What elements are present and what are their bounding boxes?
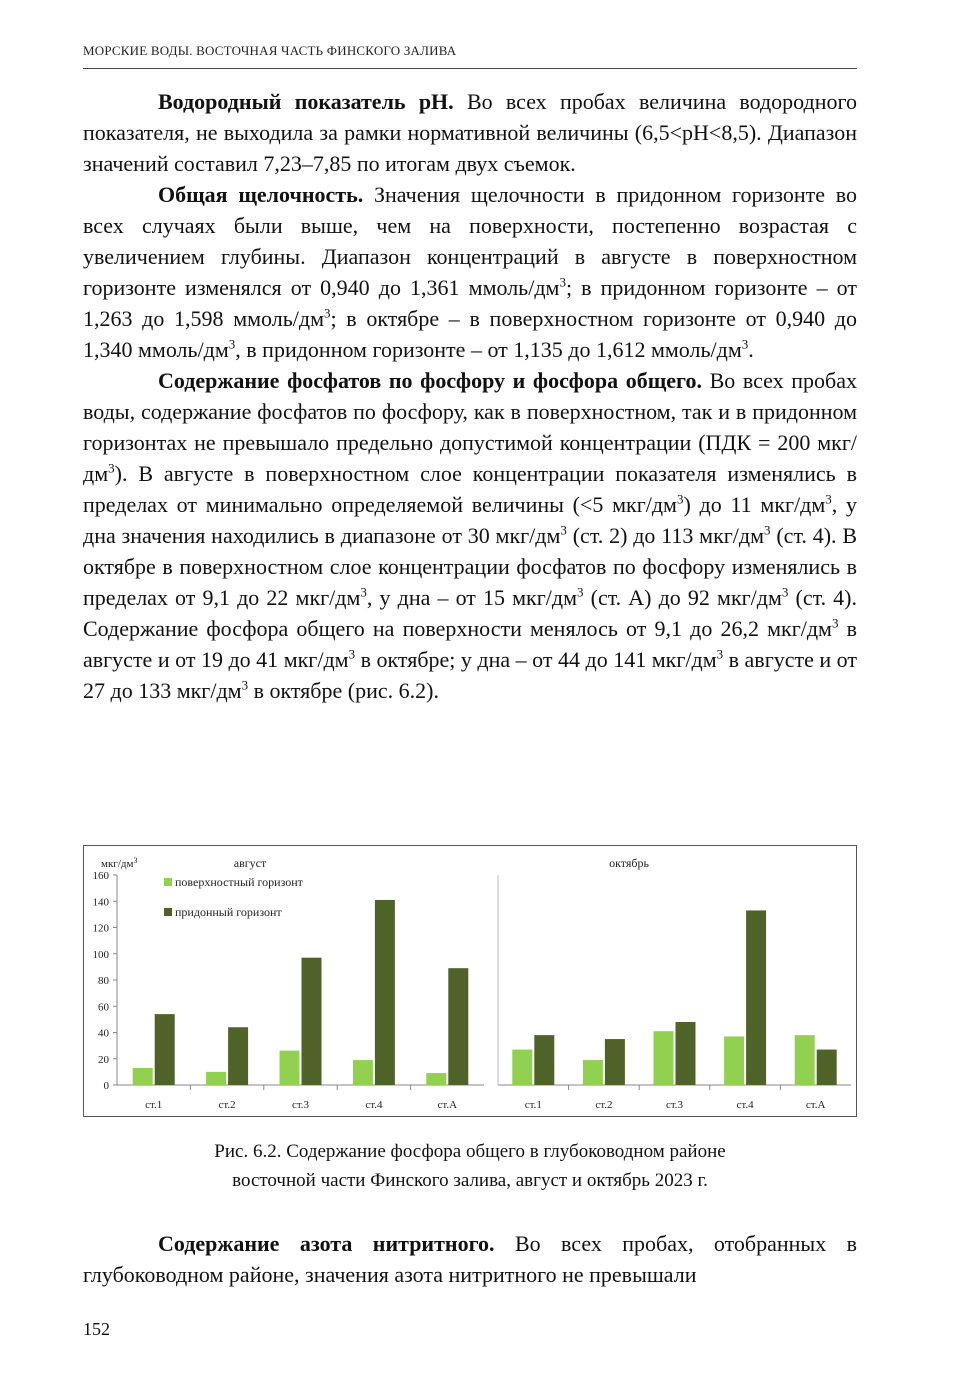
superscript: 3 <box>360 584 367 600</box>
bar-bottom <box>302 958 322 1085</box>
y-tick-label: 40 <box>98 1027 109 1040</box>
superscript: 3 <box>348 646 356 662</box>
bar-surface <box>583 1060 603 1085</box>
paragraph-heading: Водородный показатель рН. <box>158 89 454 114</box>
superscript: 3 <box>716 646 724 662</box>
panel-title: октябрь <box>609 856 649 870</box>
legend-swatch <box>164 878 172 886</box>
body-paragraph: Содержание фосфатов по фосфору и фосфора общего. Во всех пробах воды, содержание фосфатов по фосфору, как в поверхностном, так и в придонном горизонтах не превышало предельно допустимой концентрации (ПДК = 200 мкг/$дм^3$). В августе в поверхностном слое концентрации показателя изменялись в пределах от минимально определяемой величины (<5 мкг/$дм^3$) до 11 мкг/$дм^3$, у дна значения находились в диапазоне от 30 мкг/$дм^3$ (ст. 2) до 113 мкг/$дм^3$ (ст. 4). В октябре в поверхностном слое концентрации фосфатов по фосфору изменялись в пределах от 9,1 до 22 мкг/$дм^3$, у дна – от 15 мкг/$дм^3$ (ст. А) до 92 мкг/$дм^3$ (ст. 4). Содержание фосфора общего на поверхности менялось от 9,1 до 26,2 мкг/$дм^3$ в августе и от 19 до 41 мкг/$дм^3$ в октябре; у дна – от 44 до 141 мкг/$дм^3$ в августе и от 27 до 133 мкг/$дм^3$ в октябре (рис. 6.2). <box>83 368 858 703</box>
legend-swatch <box>164 908 172 916</box>
bar-surface <box>426 1073 446 1085</box>
superscript: 3 <box>108 460 115 476</box>
superscript: 3 <box>741 336 749 352</box>
bar-bottom <box>605 1039 625 1085</box>
legend-label: поверхностный горизонт <box>175 875 303 889</box>
bar-bottom <box>817 1050 837 1085</box>
x-tick-label: ст.3 <box>665 1099 684 1111</box>
y-tick-label: 100 <box>92 948 109 961</box>
body-text-bottom <box>83 1228 857 1290</box>
bar-bottom <box>676 1022 696 1085</box>
figure-caption <box>83 1137 857 1195</box>
superscript: 3 <box>560 522 567 538</box>
header-rule <box>83 68 857 69</box>
bar-surface <box>280 1051 300 1085</box>
body-text-top <box>83 86 857 706</box>
bar-bottom <box>448 968 468 1085</box>
page-number: 152 <box>83 1319 110 1339</box>
superscript: 3 <box>831 615 839 631</box>
legend-label: придонный горизонт <box>175 905 282 919</box>
superscript: 3 <box>241 677 249 693</box>
body-paragraph: Общая щелочность. Значения щелочности в придонном горизонте во всех случаях были выше, чем на поверхности, постепенно возрастая с увеличением глубины. Диапазон концентраций в августе в поверхностном горизонте изменялся от 0,940 до 1,361 ммоль/$дм^3$; в придонном горизонте – от 1,263 до 1,598 ммоль/$дм^3$; в октябре – в поверхностном горизонте от 0,940 до 1,340 ммоль/$дм^3$, в придонном горизонте – от 1,135 до 1,612 ммоль/$дм^3$. <box>83 182 858 362</box>
x-tick-label: ст.1 <box>145 1099 163 1111</box>
bar-bottom <box>228 1027 248 1085</box>
x-tick-label: ст.3 <box>291 1099 310 1111</box>
bar-bottom <box>375 900 395 1085</box>
paragraph-heading: Содержание фосфатов по фосфору и фосфора общего. <box>158 368 702 393</box>
paragraph-heading: Общая щелочность. <box>158 182 364 207</box>
bar-surface <box>512 1050 532 1085</box>
superscript: 3 <box>577 584 584 600</box>
bar-surface <box>133 1068 153 1085</box>
y-axis-label: мкг/$дм^3$ <box>101 856 138 870</box>
bar-surface <box>724 1036 744 1085</box>
body-paragraph: Водородный показатель рН. Во всех пробах величина водородного показателя, не выходила за рамки нормативной величины (6,5<рН<8,5). Диапазон значений составил 7,23–7,85 по итогам двух съемок. <box>83 89 857 176</box>
caption-line-1: Рис. 6.2. Содержание фосфора общего в глубоководном районе <box>214 1141 726 1162</box>
bar-surface <box>206 1072 226 1085</box>
y-tick-label: 80 <box>98 975 109 987</box>
body-paragraph: Содержание азота нитритного. Во всех пробах, отобранных в глубоководном районе, значения азота нитритного не превышали <box>83 1231 857 1287</box>
caption-line-2: восточной части Финского залива, август и октябрь 2023 г. <box>232 1170 708 1191</box>
superscript: 3 <box>228 336 236 352</box>
y-tick-label: 0 <box>103 1080 109 1092</box>
bar-bottom <box>534 1035 554 1085</box>
superscript: 3 <box>781 584 789 600</box>
superscript: 3 <box>324 305 331 321</box>
y-tick-label: 20 <box>98 1053 109 1066</box>
bar-bottom <box>155 1014 175 1085</box>
running-header: МОРСКИЕ ВОДЫ. ВОСТОЧНАЯ ЧАСТЬ ФИНСКОГО ЗАЛИВА <box>83 43 457 58</box>
superscript: 3 <box>559 274 566 290</box>
superscript: 3 <box>764 522 771 538</box>
x-tick-label: ст.4 <box>736 1099 754 1111</box>
bar-surface <box>795 1035 815 1085</box>
x-tick-label: ст.2 <box>218 1099 236 1111</box>
phosphorus-chart <box>83 845 857 1117</box>
x-tick-label: ст.4 <box>365 1099 383 1111</box>
paragraph-heading: Содержание азота нитритного. <box>158 1231 495 1256</box>
bar-bottom <box>746 910 766 1085</box>
y-tick-label: 140 <box>92 896 109 909</box>
superscript: 3 <box>676 491 684 507</box>
x-tick-label: ст.А <box>805 1099 826 1111</box>
x-tick-label: ст.2 <box>595 1099 613 1111</box>
y-tick-label: 60 <box>98 1001 109 1014</box>
y-tick-label: 160 <box>92 870 109 882</box>
chart-svg <box>84 846 858 1118</box>
x-tick-label: ст.А <box>437 1099 458 1111</box>
superscript: 3 <box>825 491 832 507</box>
bar-surface <box>353 1060 373 1085</box>
y-tick-label: 120 <box>92 922 109 935</box>
panel-title: август <box>233 856 267 870</box>
bar-surface <box>654 1031 674 1085</box>
x-tick-label: ст.1 <box>524 1099 542 1111</box>
